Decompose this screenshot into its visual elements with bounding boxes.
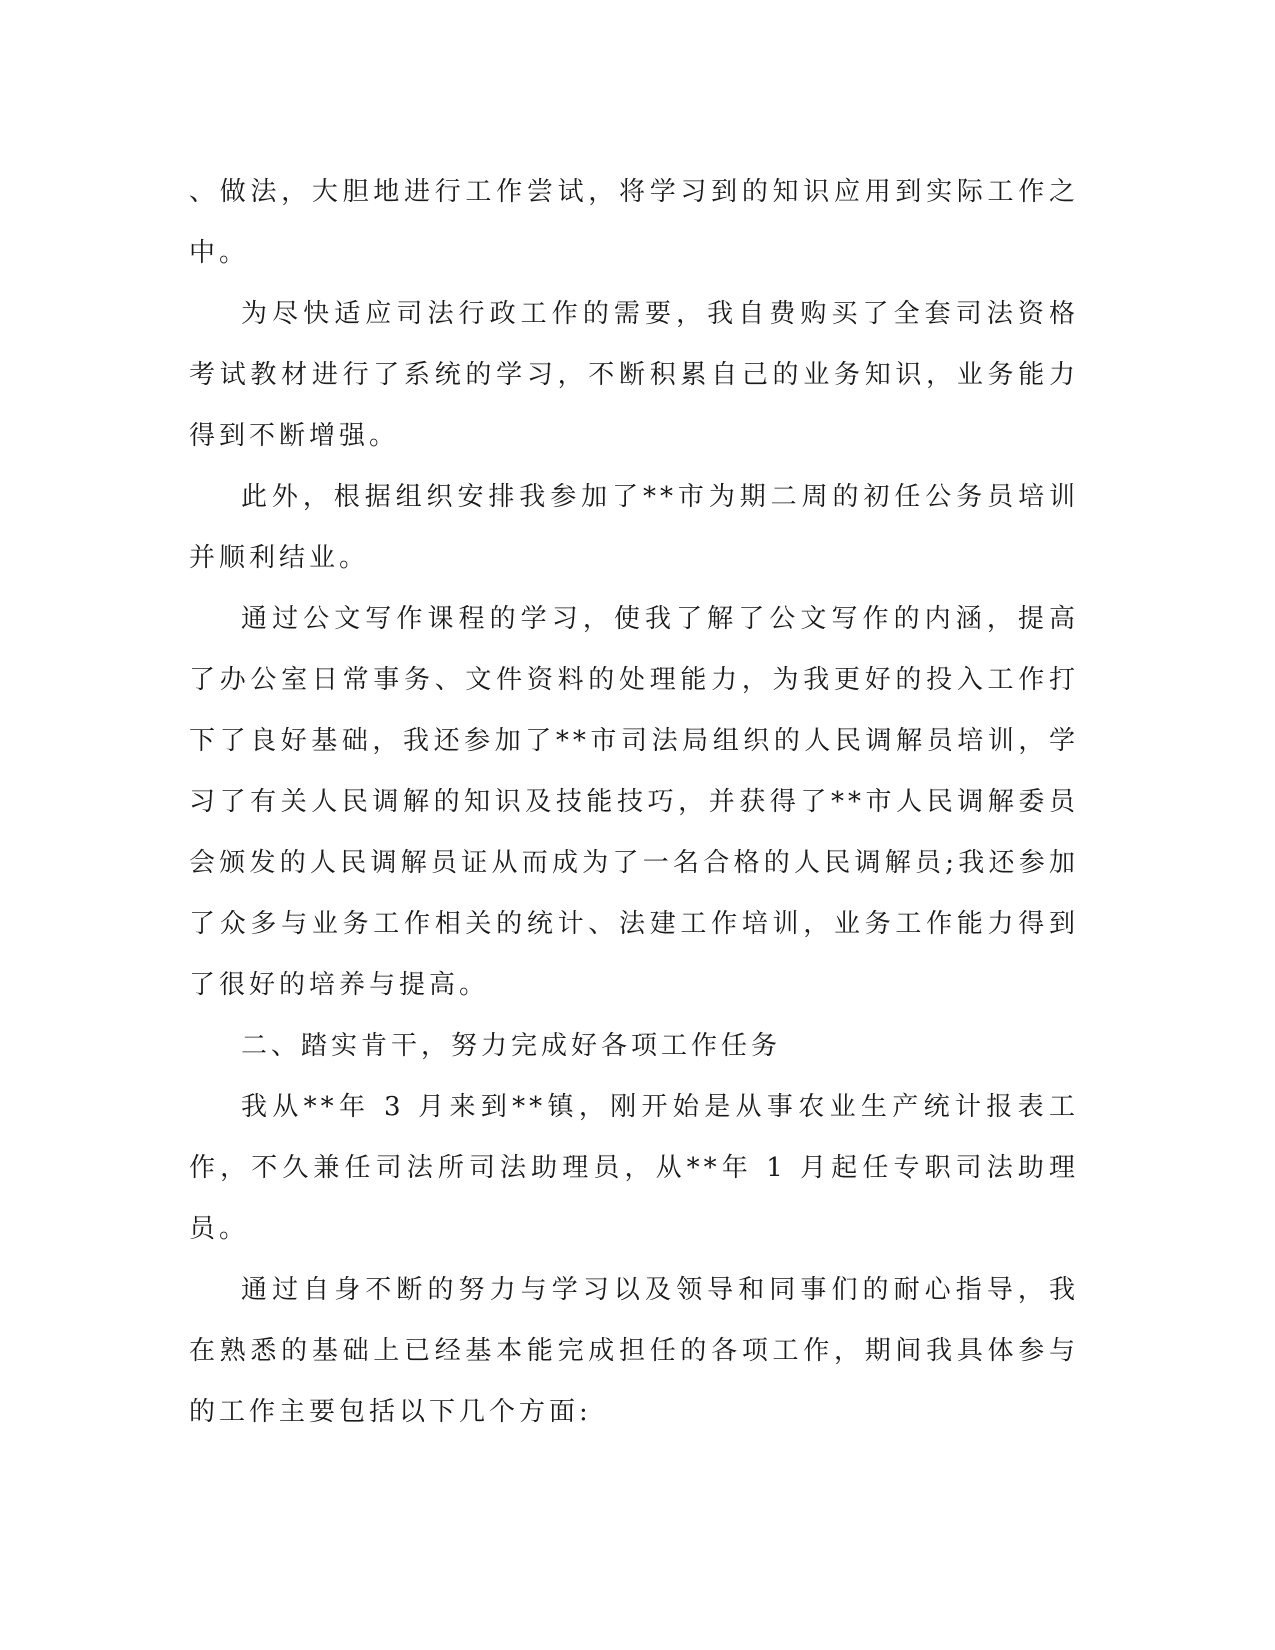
paragraph-self-study: 为尽快适应司法行政工作的需要，我自费购买了全套司法资格考试教材进行了系统的学习，不断积累自己的业务知识，业务能力得到不断增强。 — [189, 299, 1079, 451]
document-body — [189, 162, 1079, 1443]
paragraph-continued: 、做法，大胆地进行工作尝试，将学习到的知识应用到实际工作之中。 — [189, 177, 1079, 268]
paragraph-writing-course: 通过公文写作课程的学习，使我了解了公文写作的内涵，提高了办公室日常事务、文件资料的处理能力，为我更好的投入工作打下了良好基础，我还参加了**市司法局组织的人民调解员培训，学习了有关人民调解的知识及技能技巧，并获得了**市人民调解委员会颁发的人民调解员证从而成为了一名合格的人民调解员;我还参加了众多与业务工作相关的统计、法建工作培训，业务工作能力得到了很好的培养与提高。 — [189, 604, 1079, 1000]
paragraph-civil-servant-training: 此外，根据组织安排我参加了**市为期二周的初任公务员培训并顺利结业。 — [189, 482, 1079, 573]
section-heading-2: 二、踏实肯干，努力完成好各项工作任务 — [241, 1031, 782, 1061]
paragraph-work-history: 我从**年 3 月来到**镇，刚开始是从事农业生产统计报表工作，不久兼任司法所司法助理员，从**年 1 月起任专职司法助理员。 — [189, 1092, 1079, 1244]
paragraph-work-scope: 通过自身不断的努力与学习以及领导和同事们的耐心指导，我在熟悉的基础上已经基本能完成担任的各项工作，期间我具体参与的工作主要包括以下几个方面: — [189, 1275, 1079, 1427]
